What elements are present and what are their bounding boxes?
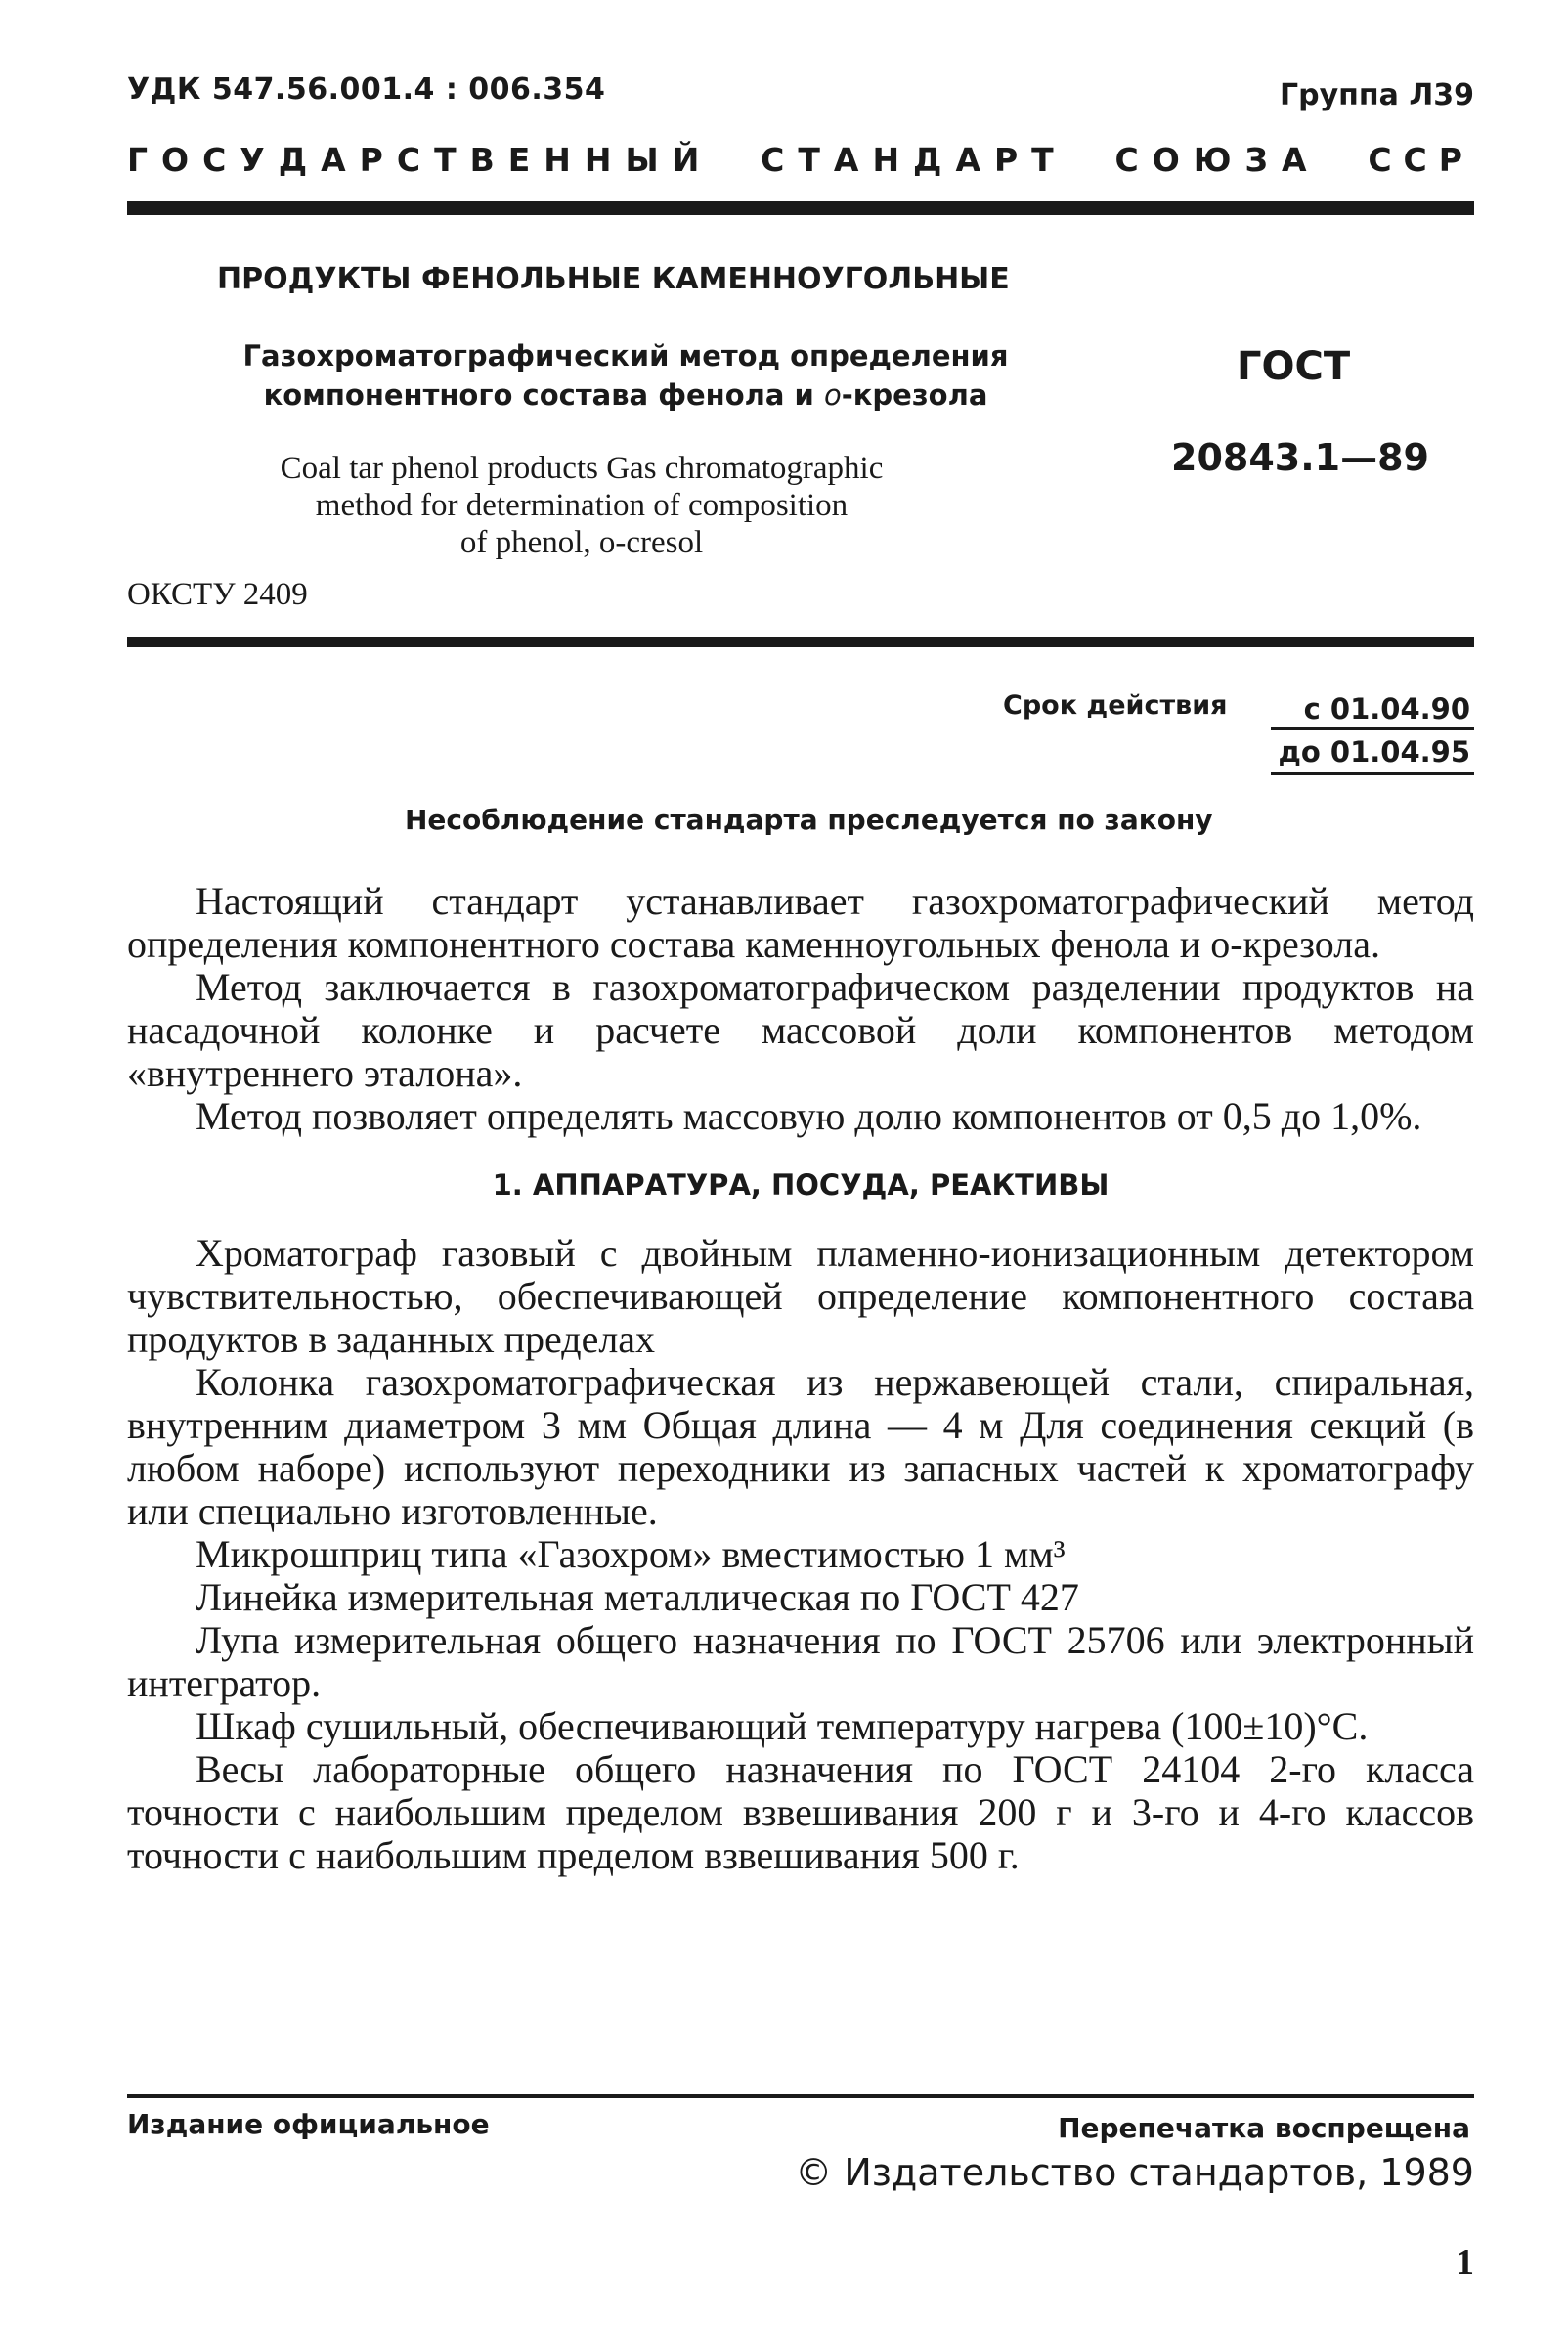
method-title — [240, 336, 1012, 415]
intro-paragraph: Метод заключается в газохроматографическом разделении продуктов на насадочной колонке и расчете массовой доли компонентов методом «внутреннего эталона». — [127, 965, 1474, 1095]
state-title-word: СТАНДАРТ — [761, 141, 1067, 179]
section-paragraph: Микрошприц типа «Газохром» вместимостью 1 мм³ — [196, 1532, 1066, 1576]
page-number: 1 — [1456, 2242, 1474, 2283]
section-paragraph: Шкаф сушильный, обеспечивающий температуру нагрева (100±10)°С. — [196, 1704, 1369, 1748]
edition-note: Издание официальное — [127, 2108, 490, 2140]
reprint-note: Перепечатка воспрещена — [1058, 2112, 1470, 2144]
section-paragraph: Хроматограф газовый с двойным пламенно-ионизационным детектором чувствительностью, обеспечивающей определение компонентного состава продуктов в заданных пределах — [127, 1231, 1474, 1361]
document-body — [127, 880, 1474, 1877]
publisher-copyright: © Издательство стандартов, 1989 — [795, 2151, 1474, 2194]
state-standard-title — [127, 141, 1474, 179]
title-divider — [127, 637, 1474, 647]
section-heading: 1. АППАРАТУРА, ПОСУДА, РЕАКТИВЫ — [492, 1168, 1110, 1202]
product-title: ПРОДУКТЫ ФЕНОЛЬНЫЕ КАМЕННОУГОЛЬНЫЕ — [217, 262, 1010, 296]
footer-divider — [127, 2094, 1474, 2098]
validity-to-underline — [1271, 772, 1474, 775]
validity-label: Срок действия — [1003, 690, 1228, 721]
intro-paragraph: Метод позволяет определять массовую долю компонентов от 0,5 до 1,0%. — [196, 1094, 1422, 1138]
intro-paragraph: Настоящий стандарт устанавливает газохроматографический метод определения компонентного состава каменноугольных фенола и о-крезола. — [127, 879, 1474, 966]
section-paragraph: Лупа измерительная общего назначения по ГОСТ 25706 или электронный интегратор. — [127, 1618, 1474, 1705]
header-divider — [127, 201, 1474, 215]
gost-number: 20843.1—89 — [1171, 436, 1429, 479]
udk-code: УДК 547.56.001.4 : 006.354 — [127, 72, 606, 107]
state-title-word: ССР — [1368, 141, 1474, 179]
section-paragraph: Линейка измерительная металлическая по ГОСТ 427 — [196, 1575, 1079, 1619]
group-code: Группа Л39 — [1280, 78, 1474, 112]
gost-label: ГОСТ — [1237, 344, 1351, 389]
section-paragraph: Колонка газохроматографическая из нержавеющей стали, спиральная, внутренним диаметром 3 мм Общая длина — 4 м Для соединения секций (в любом наборе) используют переходники из запасных частей к хроматографу или специально изготовленные. — [127, 1360, 1474, 1533]
legal-warning: Несоблюдение стандарта преследуется по закону — [405, 804, 1213, 836]
okstu-code: ОКСТУ 2409 — [127, 577, 308, 612]
validity-from-underline — [1271, 727, 1474, 730]
method-title-line2: компонентного состава фенола и о-крезола — [263, 378, 988, 412]
state-title-word: СОЮЗА — [1114, 141, 1321, 179]
validity-to: до 01.04.95 — [1278, 735, 1470, 768]
validity-from: с 01.04.90 — [1303, 692, 1470, 725]
english-title: Coal tar phenol products Gas chromatographic method for determination of composition of phenol, o-cresol — [280, 451, 884, 560]
section-paragraph: Весы лабораторные общего назначения по ГОСТ 24104 2-го класса точности с наибольшим пределом взвешивания 200 г и 3-го и 4-го классов точности с наибольшим пределом взвешивания 500 г. — [127, 1747, 1474, 1877]
state-title-word: ГОСУДАРСТВЕННЫЙ — [127, 141, 714, 179]
method-title-line1: Газохроматографический метод определения — [242, 339, 1009, 373]
